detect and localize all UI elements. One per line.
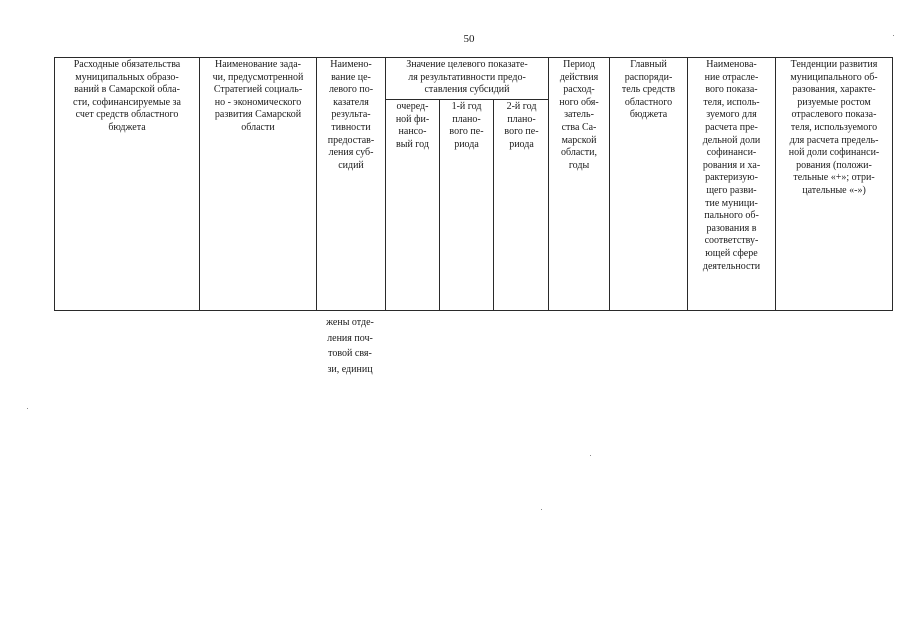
scan-speck bbox=[590, 455, 591, 456]
header-main-administrator bbox=[610, 58, 688, 310]
header-spending-obligations bbox=[55, 58, 200, 310]
header-main-administrator-text: Главный распоряди- тель средств областного бюджета bbox=[621, 59, 676, 121]
header-development-trends bbox=[776, 58, 892, 310]
header-obligation-period-text: Период действия расход- ного обя- затель- ства Са- марской области, годы bbox=[559, 59, 599, 171]
scan-speck bbox=[27, 408, 28, 409]
header-target-value-group bbox=[386, 58, 549, 310]
overflow-cell-text: жены отде- ления поч- товой свя- зи, единиц bbox=[326, 317, 374, 375]
scan-speck bbox=[541, 509, 542, 510]
header-sector-indicator-text: Наименова- ние отрасле- вого показа- теля, исполь- зуемого для расчета пре- дельной доли софинанси- рования и ха- рактеризую- щего разви- тие муници- пального об- разования в соответству- ющей сфере деятельности bbox=[702, 59, 761, 272]
header-development-trends-text: Тенденции развития муниципального об- разования, характе- ризуемые ростом отраслевого показа- теля, используемого для расчета предель- ной доли софинанси- рования (положи- тельные «+»; отри- цательные «-») bbox=[788, 59, 880, 196]
page-number: 50 bbox=[463, 33, 475, 45]
header-obligation-period bbox=[549, 58, 610, 310]
header-second-planning-year: 2-й год плано- вого пе- риода bbox=[504, 101, 539, 150]
header-target-value-title: Значение целевого показате- ля результативности предо- ставления субсидий bbox=[386, 58, 548, 100]
header-first-planning-year: 1-й год плано- вого пе- риода bbox=[440, 100, 494, 310]
header-spending-obligations-text: Расходные обязательства муниципальных образо- ваний в Самарской обла- сти, софинансируемые за счет средств областного бюджета bbox=[73, 59, 181, 133]
header-indicator-name bbox=[317, 58, 386, 310]
header-next-financial-year: очеред- ной фи- нансо- вый год bbox=[386, 100, 440, 310]
header-indicator-name-text: Наимено- вание це- левого по- казателя результа- тивности предостав- ления суб- сидий bbox=[327, 59, 375, 171]
header-task-name bbox=[200, 58, 317, 310]
data-table bbox=[54, 57, 893, 311]
header-sector-indicator bbox=[688, 58, 776, 310]
scan-speck bbox=[893, 35, 894, 36]
header-task-name-text: Наименование зада- чи, предусмотренной Стратегией социаль- но - экономического развития Самарской области bbox=[212, 59, 304, 133]
